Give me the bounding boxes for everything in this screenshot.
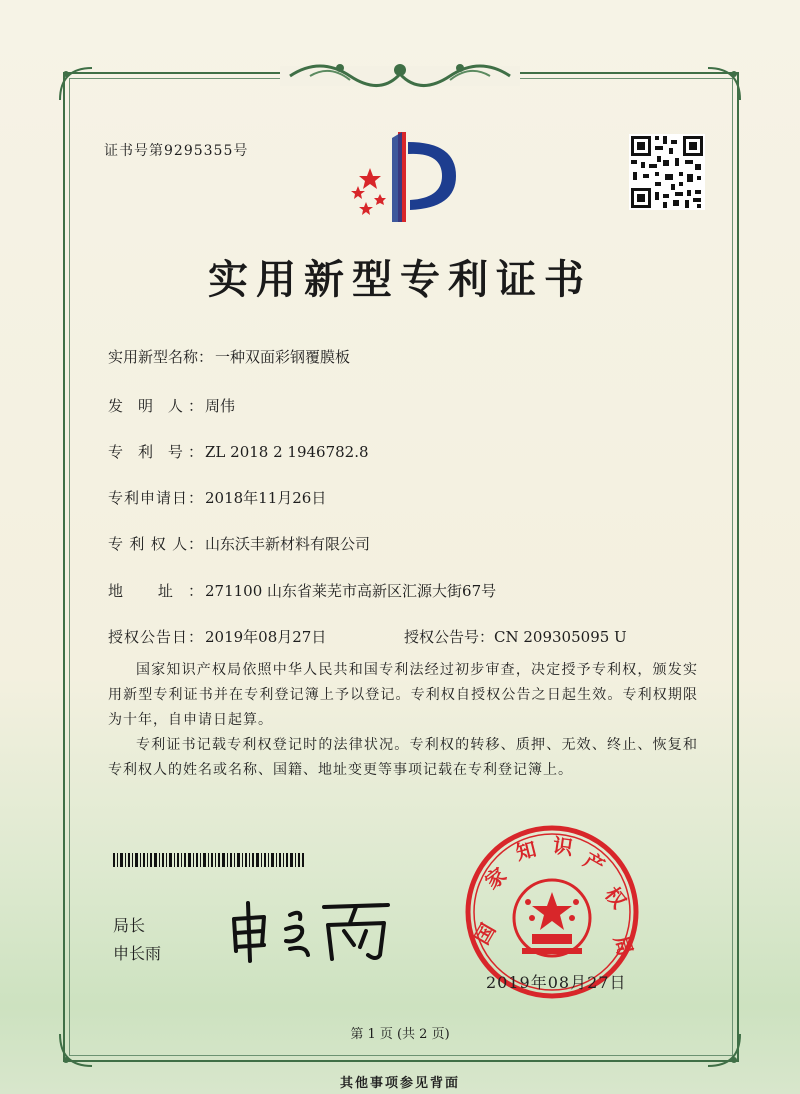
inventor-row xyxy=(108,395,235,416)
certificate-title: 实用新型专利证书 xyxy=(208,256,592,303)
cnipa-logo-icon xyxy=(336,128,466,228)
svg-text:识: 识 xyxy=(551,833,575,860)
field-label: 专 利 权 人： xyxy=(108,535,203,553)
grant-date-row xyxy=(108,626,326,647)
filing-date-row xyxy=(108,487,326,508)
utility-name-row xyxy=(108,346,350,367)
certificate-paragraph: 国家知识产权局依照中华人民共和国专利法经过初步审查，决定授予专利权，颁发实用新型专利证书并在专利登记簿上予以登记。专利权自授权公告之日起生效。专利权期限为十年，自申请日起算。 xyxy=(108,662,698,728)
qr-code-icon xyxy=(629,134,705,210)
field-label: 授权公告日： xyxy=(108,628,203,646)
address-value: 271100 山东省莱芜市高新区汇源大街67号 xyxy=(205,582,497,600)
field-label: 发 明 人： xyxy=(108,397,203,415)
director-block xyxy=(113,912,161,968)
patentee-row xyxy=(108,533,370,554)
barcode-icon xyxy=(113,853,305,867)
field-label: 实用新型名称： xyxy=(108,348,214,366)
utility-name-value: 一种双面彩钢覆膜板 xyxy=(215,348,351,366)
svg-text:权: 权 xyxy=(600,882,632,913)
signature-icon xyxy=(220,895,400,965)
field-label: 专 利 号： xyxy=(108,443,203,461)
seal-date: 2019年08月27日 xyxy=(486,973,627,992)
svg-text:局: 局 xyxy=(609,932,638,959)
top-ornament-icon xyxy=(280,52,520,98)
corner-ornament-icon xyxy=(704,64,744,104)
address-row xyxy=(108,580,496,601)
grant-date-value: 2019年08月27日 xyxy=(205,628,327,646)
patentee-value: 山东沃丰新材料有限公司 xyxy=(205,535,371,553)
page-number: 第 1 页 (共 2 页) xyxy=(350,1027,450,1042)
field-label: 地 址： xyxy=(108,582,203,600)
patent-no-value: ZL 2018 2 1946782.8 xyxy=(205,443,369,461)
director-name: 申长雨 xyxy=(113,944,162,963)
svg-text:知: 知 xyxy=(513,836,539,865)
patent-no-row xyxy=(108,441,369,462)
footer-note: 其他事项参见背面 xyxy=(339,1076,460,1091)
svg-text:国: 国 xyxy=(469,919,501,949)
director-title: 局长 xyxy=(113,916,146,935)
svg-text:产: 产 xyxy=(579,847,609,879)
field-label: 授权公告号： xyxy=(404,628,495,646)
certificate-paragraph: 专利证书记载专利权登记时的法律状况。专利权的转移、质押、无效、终止、恢复和专利权人的姓名或名称、国籍、地址变更等事项记载在专利登记簿上。 xyxy=(108,737,698,778)
field-label: 专利申请日： xyxy=(108,489,203,507)
svg-text:家: 家 xyxy=(480,862,511,894)
grant-no-value: CN 209305095 U xyxy=(494,628,627,646)
certificate-number: 证书号第9295355号 xyxy=(104,143,249,159)
corner-ornament-icon xyxy=(56,64,96,104)
inventor-value: 周伟 xyxy=(205,397,236,415)
grant-no-row xyxy=(404,626,627,647)
filing-date-value: 2018年11月26日 xyxy=(205,489,327,507)
